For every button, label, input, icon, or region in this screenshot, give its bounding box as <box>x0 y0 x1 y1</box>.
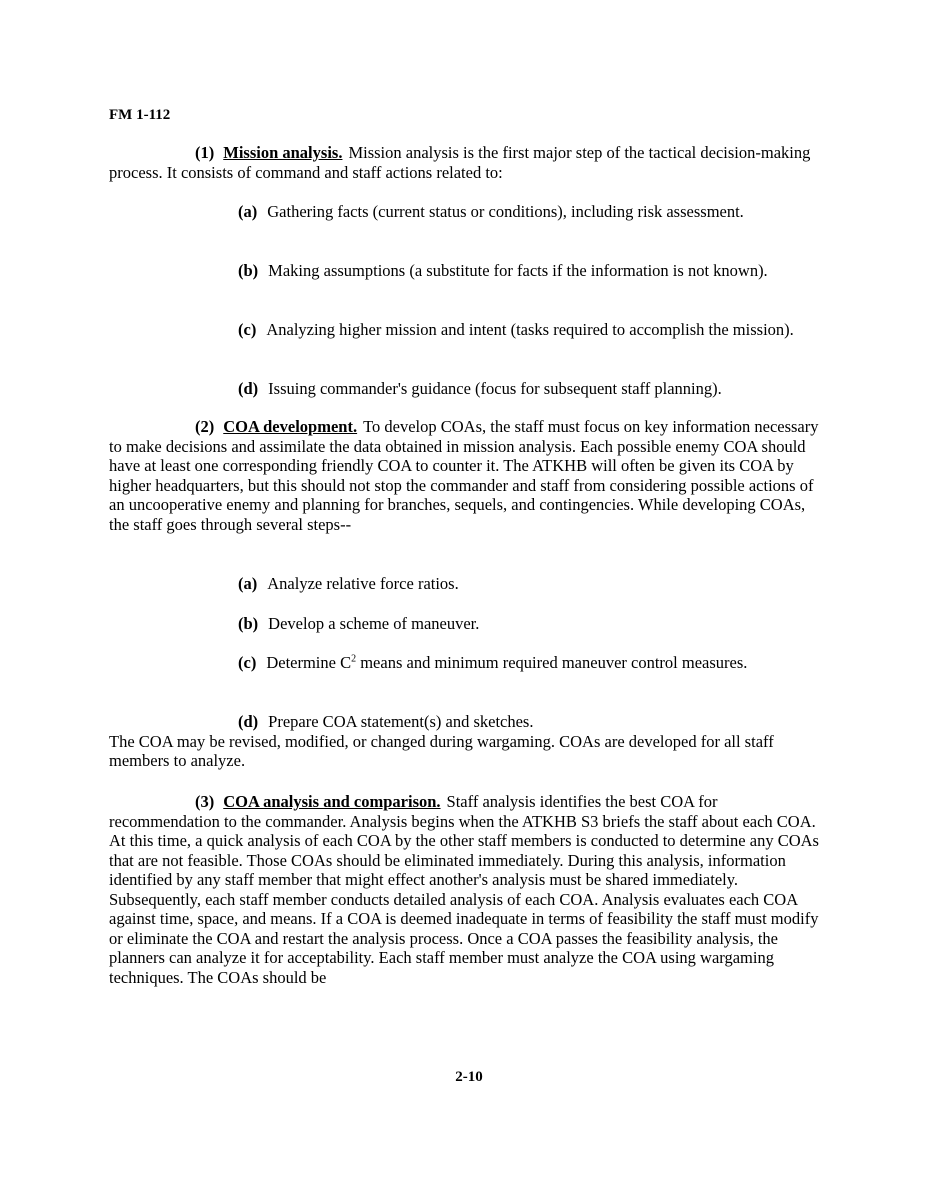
list-item: (a) Gathering facts (current status or conditions), including risk assessment. <box>238 202 744 221</box>
document-page <box>109 0 829 1198</box>
section-mission-analysis <box>109 143 829 182</box>
section-closing: The COA may be revised, modified, or changed during wargaming. COAs are developed for all staff members to analyze. <box>109 731 774 770</box>
document-id: FM 1-112 <box>109 107 171 123</box>
list-item: (b) Making assumptions (a substitute for facts if the information is not known). <box>238 261 768 280</box>
section-title: COA analysis and comparison. <box>223 792 441 811</box>
list-item: (d) Prepare COA statement(s) and sketches. The COA may be revised, modified, or changed during wargaming. COAs are developed for all staff members to analyze. <box>109 712 774 770</box>
section-body: To develop COAs, the staff must focus on key information necessary to make decisions and assimilate the data obtained in mission analysis. Each possible enemy COA should have at least one corresponding friendly COA to counter it. The ATKHB will often be given its COA by higher headquarters, but this should not stop the commander and staff from considering possible actions of an uncooperative enemy and planning for branches, sequels, and contingencies. While developing COAs, the staff goes through several steps-- <box>109 417 819 534</box>
section-number: (1) <box>195 143 215 162</box>
section-coa-analysis <box>109 792 829 987</box>
section-number: (2) <box>195 417 215 436</box>
section-coa-development <box>109 417 829 534</box>
list-item: (a) Analyze relative force ratios. <box>238 574 459 593</box>
list-item: (b) Develop a scheme of maneuver. <box>238 614 480 633</box>
section-body: Mission analysis is the first major step of the tactical decision-making process. It consists of command and staff actions related to: <box>109 143 811 182</box>
section-title: COA development. <box>223 417 358 436</box>
list-item: (d) Issuing commander's guidance (focus for subsequent staff planning). <box>238 379 722 398</box>
section-number: (3) <box>195 792 215 811</box>
section-body: Staff analysis identifies the best COA for recommendation to the commander. Analysis begins when the ATKHB S3 briefs the staff about each COA. At this time, a quick analysis of each COA by the other staff members is conducted to determine any COAs that are not feasible. Those COAs should be eliminated immediately. During this analysis, information identified by any staff member that might effect another's analysis must be shared immediately. Subsequently, each staff member conducts detailed analysis of each COA. Analysis evaluates each COA against time, space, and means. If a COA is deemed inadequate in terms of feasibility the staff must modify or eliminate the COA and restart the analysis process. Once a COA passes the feasibility analysis, the planners can analyze it for acceptability. Each staff member must analyze the COA using wargaming techniques. The COAs should be <box>109 792 819 987</box>
page-number: 2-10 <box>455 1069 483 1085</box>
section-title: Mission analysis. <box>223 143 343 162</box>
list-item: (c) Analyzing higher mission and intent (tasks required to accomplish the mission). <box>238 320 794 339</box>
list-item: (c) Determine $C^2$ means and minimum required maneuver control measures. <box>238 653 748 672</box>
